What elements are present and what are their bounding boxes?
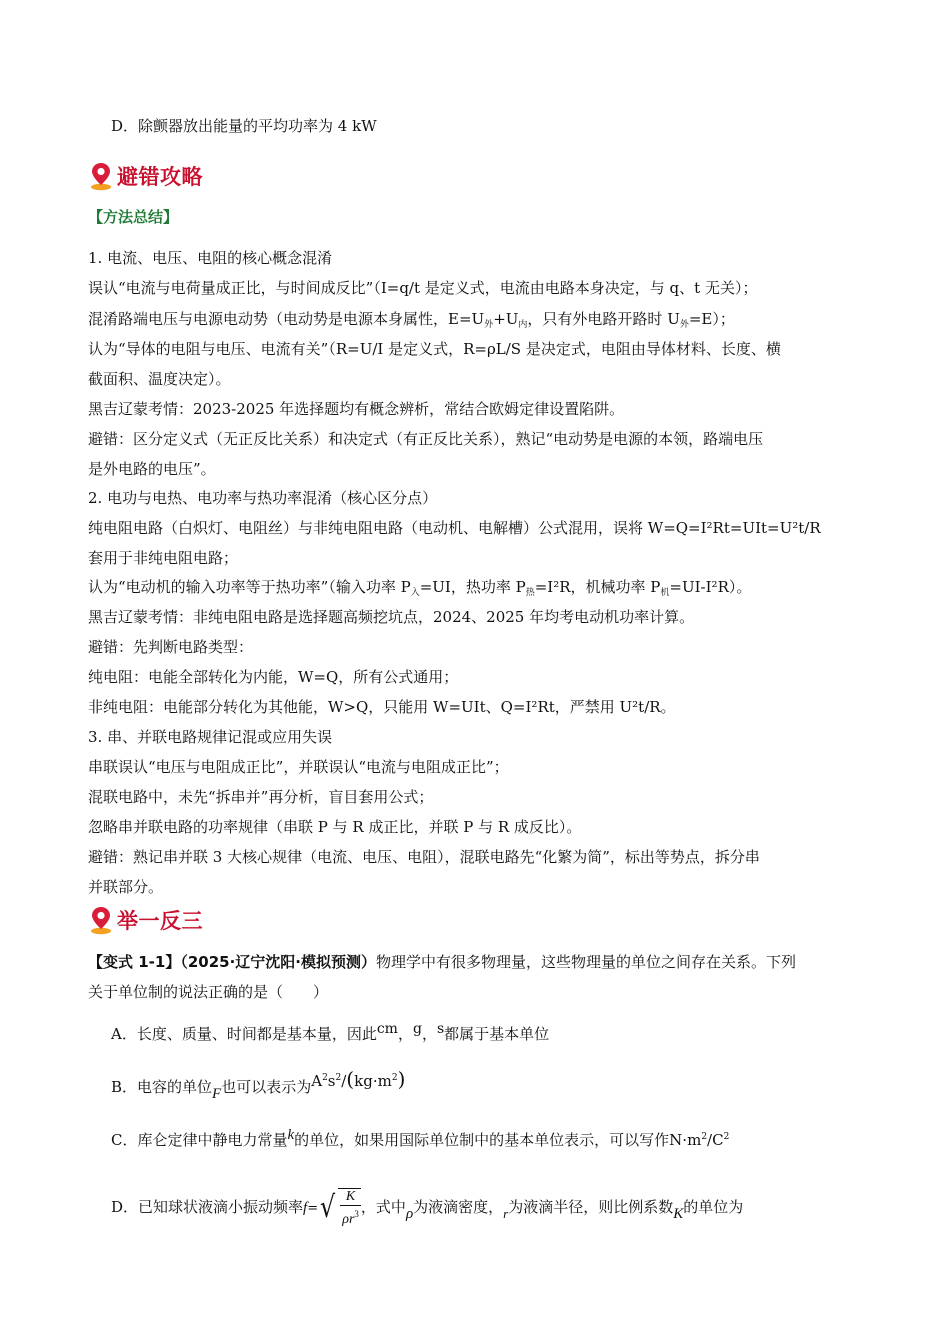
prev-option-d: D．除颤器放出能量的平均功率为 4 kW [111, 117, 377, 135]
option-a[interactable]: A．长度、质量、时间都是基本量，因此cm，g，s都属于基本单位 [111, 1021, 550, 1043]
p3-line: 混联电路中，未先“拆串并”再分析，盲目套用公式； [88, 788, 434, 806]
section-title: 举一反三 [117, 909, 203, 933]
p3-line: 串联误认“电压与电阻成正比”，并联误认“电流与电阻成正比”； [88, 758, 509, 776]
p1-line: 黑吉辽蒙考情：2023-2025 年选择题均有概念辨析，常结合欧姆定律设置陷阱。 [88, 400, 625, 418]
p1-line: 截面积、温度决定）。 [88, 370, 231, 388]
question-stem-line2: 关于单位制的说法正确的是（ ） [88, 983, 329, 1001]
p3-heading: 3. 串、并联电路规律记混或应用失误 [88, 728, 333, 746]
section-header-practice [88, 904, 203, 936]
p2-line: 纯电阻电路（白炽灯、电阻丝）与非纯电阻电路（电动机、电解槽）公式混用，误将 W=Q=I²Rt=UIt=U²t/R [88, 519, 821, 537]
p2-line: 非纯电阻：电能部分转化为其他能，W>Q，只能用 W=UIt、Q=I²Rt，严禁用 U²t/R。 [88, 698, 676, 716]
question-source: （2025·辽宁沈阳·模拟预测） [180, 953, 376, 971]
option-d[interactable]: D．已知球状液滴小振动频率f=√ $\frac{K}{\rho r^3}$ ，式中ρ为液滴密度，r为液滴半径，则比例系数K的单位为 [111, 1189, 744, 1227]
p2-line-power: 认为“电动机的输入功率等于热功率”（输入功率 $P_入=UI$，热功率 $P_热=I^2R$，机械功率 $P_机=UI-I^2R$）。 [88, 578, 752, 598]
p3-line: 并联部分。 [88, 878, 164, 896]
p1-line-emf: 混淆路端电压与电源电动势（电动势是电源本身属性，$E=U_外+U_内$，只有外电路开路时 $U_外=E$）； [88, 310, 735, 330]
p2-line: 避错：先判断电路类型： [88, 638, 254, 656]
p1-line: 避错：区分定义式（无正反比关系）和决定式（有正反比关系），熟记“电动势是电源的本领，路端电压 [88, 430, 764, 448]
section-title: 避错攻略 [117, 165, 203, 189]
question-stem: 【变式 1-1】（2025·辽宁沈阳·模拟预测）物理学中有很多物理量，这些物理量的单位之间存在关系。下列 [88, 953, 796, 971]
p3-line: 避错：熟记串并联 3 大核心规律（电流、电压、电阻），混联电路先“化繁为简”，标出等势点，拆分串 [88, 848, 760, 866]
p2-line: 套用于非纯电阻电路； [88, 549, 239, 567]
p1-heading: 1. 电流、电压、电阻的核心概念混淆 [88, 249, 333, 267]
p2-line: 纯电阻：电能全部转化为内能，W=Q，所有公式通用； [88, 668, 459, 686]
section-header-avoid-errors [88, 160, 203, 192]
option-b[interactable]: B．电容的单位F也可以表示为$A^2s^2/(kg\cdot m^2)$ [111, 1067, 406, 1102]
option-c[interactable]: C．库仑定律中静电力常量k的单位，如果用国际单位制中的基本单位表示，可以写作$N\cdot m^2/C^2$ [111, 1127, 730, 1149]
p1-line: 是外电路的电压”。 [88, 460, 216, 478]
p1-line: 误认“电流与电荷量成正比，与时间成反比”（I=q/t 是定义式，电流由电路本身决定，与 q、t 无关）； [88, 279, 758, 297]
p1-line: 认为“导体的电阻与电压、电流有关”（R=U/I 是定义式，R=ρL/S 是决定式，电阻由导体材料、长度、横 [88, 340, 781, 358]
method-summary-label: 【方法总结】 [88, 208, 179, 226]
location-pin-icon [88, 905, 114, 935]
question-tag: 【变式 1-1】 [88, 953, 181, 971]
p2-heading: 2. 电功与电热、电功率与热功率混淆（核心区分点） [88, 489, 438, 507]
p2-line: 黑吉辽蒙考情：非纯电阻电路是选择题高频挖坑点，2024、2025 年均考电动机功率计算。 [88, 608, 695, 626]
location-pin-icon [88, 161, 114, 191]
p3-line: 忽略串并联电路的功率规律（串联 P 与 R 成正比，并联 P 与 R 成反比）。 [88, 818, 582, 836]
